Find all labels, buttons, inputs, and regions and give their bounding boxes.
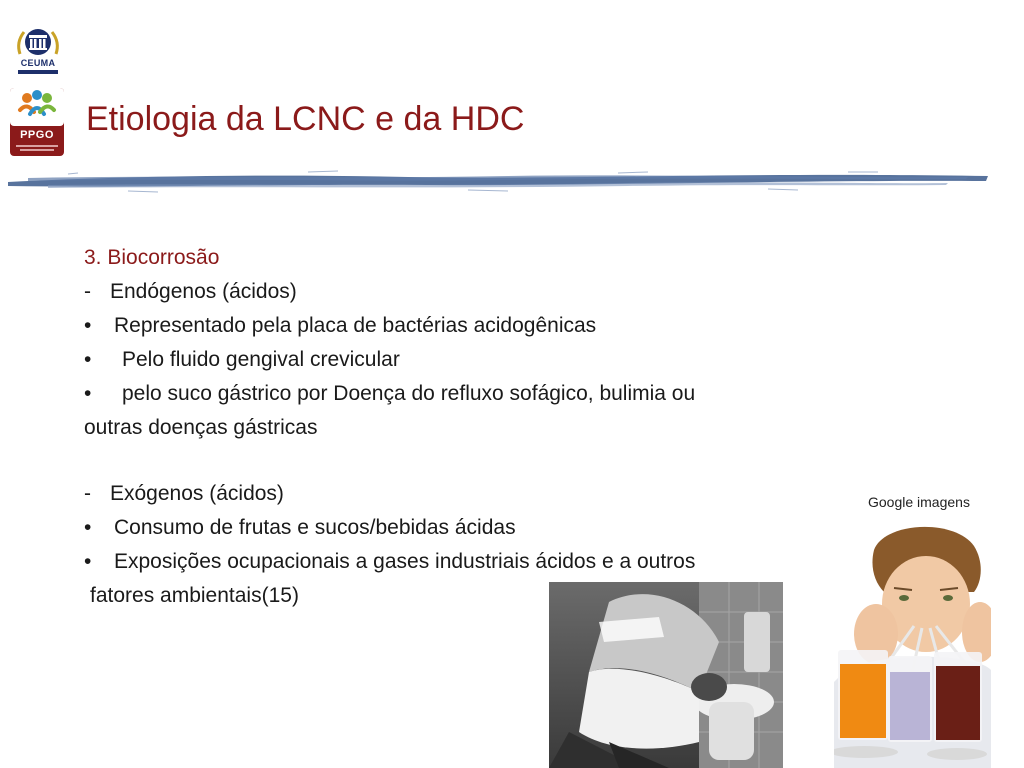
bullet-marker: • <box>84 550 92 573</box>
exogenous-label: Exógenos (ácidos) <box>110 482 284 505</box>
endogenous-continuation: outras doenças gástricas <box>84 416 318 439</box>
list-item <box>84 511 695 545</box>
bullet-marker: • <box>84 382 92 405</box>
exogenous-label-line <box>84 477 695 511</box>
endogenous-bullet-2: Pelo fluido gengival crevicular <box>122 348 400 371</box>
list-item <box>84 343 695 377</box>
bullet-marker: • <box>84 348 92 371</box>
dash-marker: - <box>84 482 91 505</box>
ceuma-emblem-icon <box>12 24 64 78</box>
image-caption: Google imagens <box>868 494 970 510</box>
endogenous-bullet-1: Representado pela placa de bactérias acidogênicas <box>114 314 597 337</box>
brush-divider <box>8 166 988 196</box>
ppgo-logo <box>10 88 64 156</box>
endogenous-bullet-3: pelo suco gástrico por Doença do refluxo sofágico, bulimia ou <box>122 382 696 405</box>
ppgo-logo-text: PPGO <box>20 129 54 141</box>
list-item <box>84 309 695 343</box>
endogenous-label-line <box>84 275 695 309</box>
list-item <box>84 545 695 579</box>
exogenous-bullet-1: Consumo de frutas e sucos/bebidas ácidas <box>114 516 516 539</box>
slide-title: Etiologia da LCNC e da HDC <box>86 100 525 138</box>
exogenous-bullet-2: Exposições ocupacionais a gases industriais ácidos e a outros <box>114 550 696 573</box>
ppgo-emblem-icon <box>10 88 64 156</box>
bullet-marker: • <box>84 516 92 539</box>
bullet-marker: • <box>84 314 92 337</box>
ceuma-logo <box>12 24 64 78</box>
section-heading: 3. Biocorrosão <box>84 246 220 269</box>
endogenous-block <box>84 241 695 445</box>
photo-kid-with-acidic-drinks <box>834 522 991 768</box>
photo-person-vomiting <box>549 582 783 768</box>
ceuma-logo-text: CEUMA <box>20 58 56 68</box>
endogenous-label: Endógenos (ácidos) <box>110 280 297 303</box>
exogenous-continuation: fatores ambientais(15) <box>90 584 299 607</box>
dash-marker: - <box>84 280 91 303</box>
list-item <box>84 377 695 411</box>
